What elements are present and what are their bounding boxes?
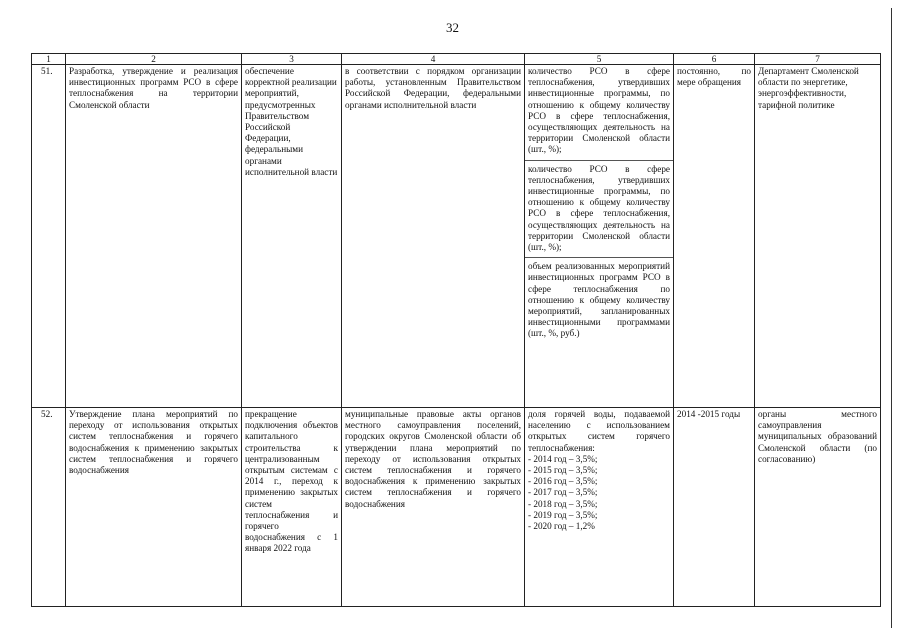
header-col-7: 7: [755, 54, 881, 65]
indicator-year: - 2017 год – 3,5%;: [528, 487, 598, 498]
measure-name: Разработка, утверждение и реализация инвестиционных программ РСО в сфере теплоснабжения на территории Смоленской области: [66, 65, 242, 408]
margin-rule: [891, 8, 892, 628]
measure-term: постоянно, по мере обращения: [674, 65, 755, 408]
measure-indicators: [525, 65, 674, 408]
header-col-4: 4: [342, 54, 525, 65]
indicator-year: - 2015 год – 3,5%;: [528, 465, 598, 476]
indicator-item: количество РСО в сфере теплоснабжения, утвердивших инвестиционные программы, по отношению к общему количеству РСО в сфере теплоснабжения, осуществляющих деятельность на территории Смоленской области (шт., %);: [528, 163, 670, 253]
table-row: [32, 65, 881, 408]
table-row: [32, 408, 881, 607]
indicator-year: - 2016 год – 3,5%;: [528, 476, 598, 487]
measure-mechanism: муниципальные правовые акты органов местного самоуправления поселений, городских округов Смоленской области об утверждении плана мероприятий по переходу от использования открытых систем теплоснабжения и горячего водоснабжения к применению закрытых систем теплоснабжения и горячего водоснабжения: [342, 408, 525, 607]
indicator-divider: [525, 257, 673, 258]
header-row: [32, 54, 881, 65]
header-col-2: 2: [66, 54, 242, 65]
measure-indicators: [525, 408, 674, 607]
measure-term: 2014 -2015 годы: [674, 408, 755, 607]
indicator-intro: доля горячей воды, подаваемой населению с использованием открытых систем горячего теплоснабжения:: [528, 409, 670, 453]
indicator-year: - 2018 год – 3,5%;: [528, 498, 598, 509]
indicator-year: - 2020 год – 1,2%: [528, 521, 595, 532]
indicator-year: - 2014 год – 3,5%;: [528, 453, 598, 464]
indicator-year-list: [528, 454, 670, 532]
indicator-year: - 2019 год – 3,5%;: [528, 509, 598, 520]
indicator-item: объем реализованных мероприятий инвестиционных программ РСО в сфере теплоснабжения по отношению к общему количеству мероприятий, запланированных инвестиционными программами (шт., %, руб.): [528, 261, 670, 339]
measure-responsible: Департамент Смоленской области по энергетике, энергоэффективности, тарифной политике: [755, 65, 881, 408]
measure-goal: обеспечение корректной реализации мероприятий, предусмотренных Правительством Российской Федерации, федеральными органами исполнительной власти: [242, 65, 342, 408]
measure-name: Утверждение плана мероприятий по переходу от использования открытых систем теплоснабжения и горячего водоснабжения к применению закрытых систем теплоснабжения и горячего водоснабжения: [66, 408, 242, 607]
measure-mechanism: в соответствии с порядком организации работы, установленным Правительством Российской Федерации, федеральными органами исполнительной власти: [342, 65, 525, 408]
page-number: 32: [446, 20, 459, 35]
measure-goal: прекращение подключения объектов капитального строительства к централизованным открытым системам с 2014 г., переход к применению закрытых систем теплоснабжения и горячего водоснабжения с 1 января 2022 года: [242, 408, 342, 607]
header-col-3: 3: [242, 54, 342, 65]
measure-responsible: органы местного самоуправления муниципальных образований Смоленской области (по согласованию): [755, 408, 881, 607]
measures-table: [31, 53, 881, 607]
header-col-6: 6: [674, 54, 755, 65]
row-number: 51.: [32, 65, 66, 408]
indicator-divider: [525, 160, 673, 161]
indicator-item: количество РСО в сфере теплоснабжения, утвердивших инвестиционные программы, по отношению к общему количеству РСО в сфере теплоснабжения, осуществляющих деятельность на территории Смоленской области (шт., %);: [528, 66, 670, 155]
row-number: 52.: [32, 408, 66, 607]
header-col-1: 1: [32, 54, 66, 65]
header-col-5: 5: [525, 54, 674, 65]
